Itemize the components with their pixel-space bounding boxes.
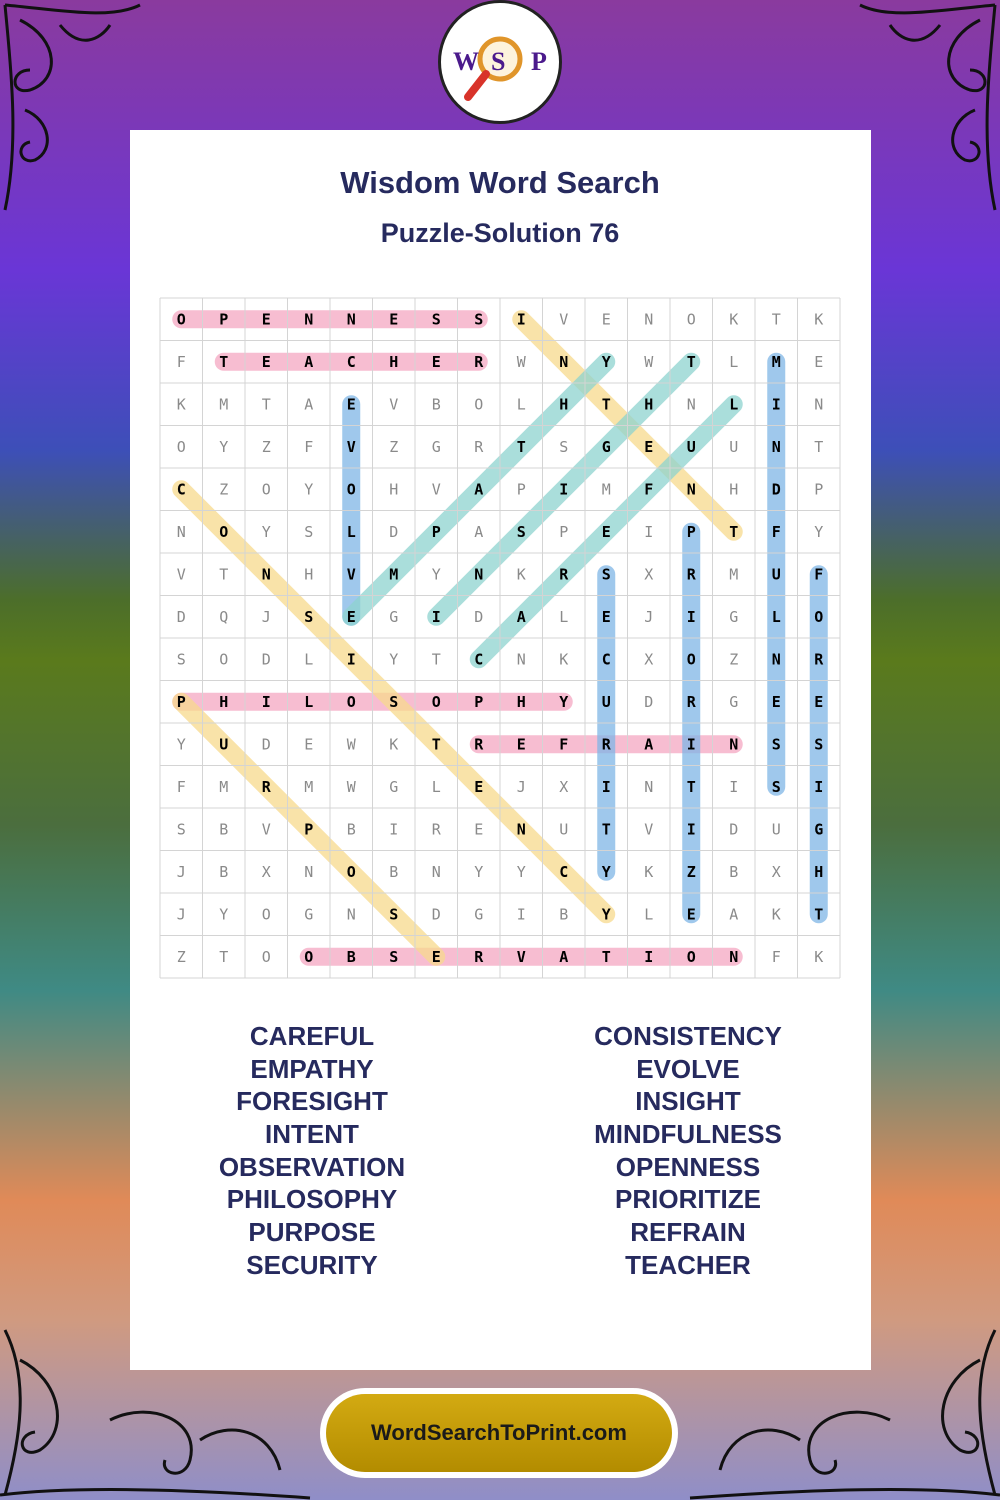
grid-letter[interactable]: S [304,522,314,541]
grid-letter[interactable]: K [559,650,569,669]
grid-letter[interactable]: H [729,480,739,499]
logo-letter-w: W [453,47,479,76]
grid-letter[interactable]: O [346,692,356,711]
grid-letter[interactable]: H [389,480,399,499]
grid-letter[interactable]: B [346,947,356,966]
grid-letter[interactable]: E [644,437,654,456]
grid-letter[interactable]: J [176,905,186,924]
grid-letter[interactable]: E [389,310,399,329]
grid-letter[interactable]: K [176,395,186,414]
grid-letter[interactable]: N [304,310,314,329]
grid-letter[interactable]: H [814,862,824,881]
grid-letter[interactable]: R [686,692,696,711]
grid-letter[interactable]: S [304,607,314,626]
grid-letter[interactable]: N [474,565,484,584]
grid-letter[interactable]: V [559,310,569,329]
grid-letter[interactable]: K [729,310,739,329]
grid-letter[interactable]: K [771,905,781,924]
grid-letter[interactable]: I [644,522,654,541]
word-list-item: EVOLVE [636,1053,740,1084]
grid-letter[interactable]: E [304,735,314,754]
grid-letter[interactable]: P [474,692,484,711]
grid-letter[interactable]: Y [559,692,569,711]
grid-letter[interactable]: N [346,310,356,329]
grid-letter[interactable]: T [601,947,611,966]
grid-letter[interactable]: P [304,820,314,839]
grid-letter[interactable]: N [814,395,824,414]
grid-letter[interactable]: O [304,947,314,966]
grid-letter[interactable]: N [771,650,781,669]
grid-letter[interactable]: T [219,565,229,584]
grid-letter[interactable]: M [219,395,229,414]
grid-letter[interactable]: C [176,480,186,499]
grid-letter[interactable]: N [729,735,739,754]
grid-letter[interactable]: J [516,777,526,796]
grid-letter[interactable]: H [219,692,229,711]
grid-letter[interactable]: B [559,905,569,924]
grid-letter[interactable]: S [601,565,611,584]
grid-letter[interactable]: O [219,522,229,541]
grid-letter[interactable]: L [559,607,569,626]
grid-letter[interactable]: K [814,310,824,329]
grid-letter[interactable]: G [814,820,824,839]
grid-letter[interactable]: U [729,437,739,456]
grid-letter[interactable]: C [474,650,484,669]
grid-letter[interactable]: I [389,820,399,839]
word-list-item: PHILOSOPHY [226,1184,398,1215]
grid-letter[interactable]: A [516,607,526,626]
grid-letter[interactable]: O [219,650,229,669]
grid-letter[interactable]: I [601,777,611,796]
grid-letter[interactable]: P [431,522,441,541]
grid-letter[interactable]: P [686,522,696,541]
grid-letter[interactable]: B [431,395,441,414]
grid-letter[interactable]: F [771,947,781,966]
grid-letter[interactable]: R [474,437,484,456]
grid-letter[interactable]: U [559,820,569,839]
grid-letter[interactable]: A [559,947,569,966]
grid-letter[interactable]: H [516,692,526,711]
grid-letter[interactable]: P [176,692,186,711]
grid-letter[interactable]: Y [814,522,824,541]
grid-letter[interactable]: H [644,395,654,414]
grid-letter[interactable]: F [771,522,781,541]
word-list-item: INSIGHT [635,1086,741,1117]
grid-letter[interactable]: Y [431,565,441,584]
grid-letter[interactable]: T [219,352,229,371]
word-list-left [162,1020,462,1282]
grid-letter[interactable]: R [686,565,696,584]
grid-letter[interactable]: T [686,777,696,796]
grid-letter[interactable]: K [516,565,526,584]
grid-letter[interactable]: R [474,352,484,371]
grid-letter[interactable]: E [431,947,441,966]
grid-letter[interactable]: R [474,947,484,966]
grid-letter[interactable]: R [261,777,271,796]
grid-letter[interactable]: I [686,735,696,754]
grid-letter[interactable]: F [176,777,186,796]
grid-letter[interactable]: G [431,437,441,456]
grid-letter[interactable]: K [644,862,654,881]
grid-letter[interactable]: X [644,650,654,669]
grid-letter[interactable]: D [644,692,654,711]
grid-letter[interactable]: U [771,565,781,584]
grid-letter[interactable]: V [346,565,356,584]
grid-letter[interactable]: W [346,777,356,796]
grid-letter[interactable]: M [729,565,739,584]
grid-letter[interactable]: N [176,522,186,541]
grid-letter[interactable]: N [644,777,654,796]
grid-letter[interactable]: S [771,735,781,754]
grid-letter[interactable]: M [771,352,781,371]
logo-letter-s: S [491,47,506,76]
grid-letter[interactable]: R [601,735,611,754]
site-link-button[interactable] [320,1388,678,1478]
grid-letter[interactable]: P [219,310,229,329]
grid-letter[interactable]: K [389,735,399,754]
grid-letter[interactable]: O [346,480,356,499]
grid-letter[interactable]: N [644,310,654,329]
grid-letter[interactable]: E [814,352,824,371]
grid-letter[interactable]: E [346,395,356,414]
grid-letter[interactable]: D [771,480,781,499]
grid-letter[interactable]: F [644,480,654,499]
grid-letter[interactable]: I [686,820,696,839]
grid-letter[interactable]: T [431,735,441,754]
grid-letter[interactable]: R [431,820,441,839]
grid-letter[interactable]: M [389,565,399,584]
grid-letter[interactable]: N [261,565,271,584]
grid-letter[interactable]: B [346,820,356,839]
grid-letter[interactable]: V [389,395,399,414]
grid-letter[interactable]: X [261,862,271,881]
grid-letter[interactable]: S [389,947,399,966]
word-list-item: CONSISTENCY [594,1021,782,1051]
grid-letter[interactable]: W [516,352,526,371]
grid-letter[interactable]: O [261,480,271,499]
page-title: Wisdom Word Search [340,165,660,200]
grid-letter[interactable]: E [261,352,271,371]
grid-letter[interactable]: H [304,565,314,584]
grid-letter[interactable]: B [219,820,229,839]
grid-letter[interactable]: X [644,565,654,584]
grid-letter[interactable]: I [729,777,739,796]
grid-letter[interactable]: U [771,820,781,839]
grid-letter[interactable]: F [176,352,186,371]
grid-letter[interactable]: I [516,905,526,924]
word-list-item: INTENT [265,1119,359,1150]
grid-letter[interactable]: I [431,607,441,626]
grid-letter[interactable]: S [176,650,186,669]
grid-letter[interactable]: I [559,480,569,499]
grid-letter[interactable]: G [304,905,314,924]
grid-letter[interactable]: T [219,947,229,966]
grid-letter[interactable]: T [814,905,824,924]
grid-letter[interactable]: G [389,607,399,626]
grid-letter[interactable]: R [814,650,824,669]
grid-letter[interactable]: Y [601,352,611,371]
grid-letter[interactable]: X [771,862,781,881]
grid-letter[interactable]: C [559,862,569,881]
grid-letter[interactable]: A [729,905,739,924]
grid-letter[interactable]: V [176,565,186,584]
grid-letter[interactable]: E [601,607,611,626]
grid-letter[interactable]: T [601,395,611,414]
grid-letter[interactable]: A [474,522,484,541]
grid-letter[interactable]: Y [219,905,229,924]
grid-letter[interactable]: Y [304,480,314,499]
grid-letter[interactable]: R [559,565,569,584]
word-list-item: SECURITY [246,1249,378,1280]
grid-letter[interactable]: O [176,310,186,329]
grid-letter[interactable]: E [814,692,824,711]
grid-letter[interactable]: Y [176,735,186,754]
word-list-right [538,1020,838,1282]
grid-letter[interactable]: N [346,905,356,924]
word-list-item: REFRAIN [630,1217,746,1248]
grid-letter[interactable]: E [474,777,484,796]
grid-letter[interactable]: L [304,650,314,669]
grid-letter[interactable]: B [219,862,229,881]
grid-letter[interactable]: E [516,735,526,754]
grid-letter[interactable]: V [516,947,526,966]
grid-letter[interactable]: I [346,650,356,669]
grid-letter[interactable]: D [431,905,441,924]
grid-letter[interactable]: N [516,820,526,839]
logo-letter-p: P [531,47,547,76]
grid-letter[interactable]: Q [219,607,229,626]
grid-letter[interactable]: D [729,820,739,839]
grid-letter[interactable]: J [644,607,654,626]
grid-letter[interactable]: T [686,352,696,371]
grid-letter[interactable]: Y [389,650,399,669]
grid-letter[interactable]: L [516,395,526,414]
grid-letter[interactable]: D [261,735,271,754]
grid-letter[interactable]: O [431,692,441,711]
grid-letter[interactable]: Y [601,905,611,924]
grid-letter[interactable]: L [644,905,654,924]
grid-letter[interactable]: S [431,310,441,329]
grid-letter[interactable]: X [559,777,569,796]
grid-letter[interactable]: W [644,352,654,371]
grid-letter[interactable]: T [261,395,271,414]
grid-letter[interactable]: G [729,692,739,711]
grid-letter[interactable]: Y [474,862,484,881]
grid-letter[interactable]: T [516,437,526,456]
grid-letter[interactable]: Y [516,862,526,881]
grid-letter[interactable]: J [261,607,271,626]
grid-letter[interactable]: N [771,437,781,456]
grid-letter[interactable]: N [304,862,314,881]
site-link-label: WordSearchToPrint.com [326,1394,672,1472]
grid-letter[interactable]: G [474,905,484,924]
grid-letter[interactable]: I [516,310,526,329]
grid-letter[interactable]: O [346,862,356,881]
grid-letter[interactable]: D [261,650,271,669]
grid-letter[interactable]: Z [729,650,739,669]
grid-letter[interactable]: J [176,862,186,881]
grid-letter[interactable]: Z [176,947,186,966]
grid-letter[interactable]: U [219,735,229,754]
grid-letter[interactable]: R [474,735,484,754]
grid-letter[interactable]: A [474,480,484,499]
grid-letter[interactable]: N [686,395,696,414]
grid-letter[interactable]: S [771,777,781,796]
grid-letter[interactable]: E [601,310,611,329]
grid-letter[interactable]: O [261,905,271,924]
grid-letter[interactable]: N [729,947,739,966]
grid-letter[interactable]: H [389,352,399,371]
grid-letter[interactable]: Z [261,437,271,456]
grid-letter[interactable]: W [346,735,356,754]
grid-letter[interactable]: L [771,607,781,626]
grid-letter[interactable]: T [431,650,441,669]
grid-letter[interactable]: V [261,820,271,839]
grid-letter[interactable]: M [304,777,314,796]
grid-letter[interactable]: Y [601,862,611,881]
grid-letter[interactable]: H [559,395,569,414]
grid-letter[interactable]: Y [261,522,271,541]
grid-letter[interactable]: S [516,522,526,541]
grid-letter[interactable]: F [559,735,569,754]
grid-letter[interactable]: S [814,735,824,754]
grid-letter[interactable]: E [686,905,696,924]
grid-letter[interactable]: E [474,820,484,839]
grid-letter[interactable]: B [729,862,739,881]
grid-letter[interactable]: Y [219,437,229,456]
grid-letter[interactable]: D [474,607,484,626]
grid-letter[interactable]: P [516,480,526,499]
grid-letter[interactable]: Z [219,480,229,499]
word-list-item: FORESIGHT [236,1086,388,1117]
grid-letter[interactable]: C [601,650,611,669]
grid-letter[interactable]: G [389,777,399,796]
grid-letter[interactable]: N [559,352,569,371]
grid-letter[interactable]: E [431,352,441,371]
grid-letter[interactable]: E [771,692,781,711]
grid-letter[interactable]: U [601,692,611,711]
grid-letter[interactable]: C [346,352,356,371]
grid-letter[interactable]: E [346,607,356,626]
grid-letter[interactable]: P [814,480,824,499]
grid-letter[interactable]: V [644,820,654,839]
grid-letter[interactable]: I [814,777,824,796]
grid-letter[interactable]: F [814,565,824,584]
grid-letter[interactable]: T [814,437,824,456]
word-list-item: OPENNESS [615,1151,761,1182]
grid-letter[interactable]: O [814,607,824,626]
grid-letter[interactable]: P [559,522,569,541]
grid-letter[interactable]: N [516,650,526,669]
grid-letter[interactable]: O [261,947,271,966]
grid-letter[interactable]: O [686,947,696,966]
grid-letter[interactable]: O [686,650,696,669]
grid-letter[interactable]: I [771,395,781,414]
grid-letter[interactable]: T [729,522,739,541]
grid-letter[interactable]: S [389,692,399,711]
word-list-item: OBSERVATION [218,1151,406,1182]
grid-letter[interactable]: I [686,607,696,626]
grid-letter[interactable]: G [601,437,611,456]
grid-letter[interactable]: N [686,480,696,499]
grid-letter[interactable]: M [601,480,611,499]
word-list-item: EMPATHY [250,1053,374,1084]
grid-letter[interactable]: Z [389,437,399,456]
grid-letter[interactable]: M [219,777,229,796]
grid-letter[interactable]: Z [686,862,696,881]
grid-letter[interactable]: O [176,437,186,456]
grid-letter[interactable]: V [346,437,356,456]
grid-letter[interactable]: T [771,310,781,329]
grid-letter[interactable]: O [474,395,484,414]
grid-letter[interactable]: L [431,777,441,796]
word-list-item: CAREFUL [249,1021,375,1051]
grid-letter[interactable]: S [559,437,569,456]
grid-letter[interactable]: O [686,310,696,329]
grid-letter[interactable]: A [644,735,654,754]
grid-letter[interactable]: V [431,480,441,499]
grid-letter[interactable]: U [686,437,696,456]
grid-letter[interactable]: D [389,522,399,541]
grid-letter[interactable]: L [304,692,314,711]
grid-letter[interactable]: I [261,692,271,711]
word-list-item: PURPOSE [248,1217,376,1248]
grid-letter[interactable]: S [389,905,399,924]
grid-letter[interactable]: A [304,395,314,414]
grid-letter[interactable]: F [304,437,314,456]
word-list-item: TEACHER [625,1249,751,1280]
grid-letter[interactable]: E [601,522,611,541]
grid-letter[interactable]: S [474,310,484,329]
grid-letter[interactable]: B [389,862,399,881]
grid-letter[interactable]: K [814,947,824,966]
word-list-item: MINDFULNESS [594,1119,782,1150]
grid-letter[interactable]: L [729,352,739,371]
grid-letter[interactable]: L [729,395,739,414]
word-list-item: PRIORITIZE [615,1184,761,1215]
grid-letter[interactable]: N [431,862,441,881]
grid-letter[interactable]: E [261,310,271,329]
grid-letter[interactable]: T [601,820,611,839]
page-subtitle: Puzzle-Solution 76 [380,218,620,248]
grid-letter[interactable]: D [176,607,186,626]
grid-letter[interactable]: I [644,947,654,966]
grid-letter[interactable]: A [304,352,314,371]
grid-letter[interactable]: L [346,522,356,541]
grid-letter[interactable]: G [729,607,739,626]
grid-letter[interactable]: S [176,820,186,839]
